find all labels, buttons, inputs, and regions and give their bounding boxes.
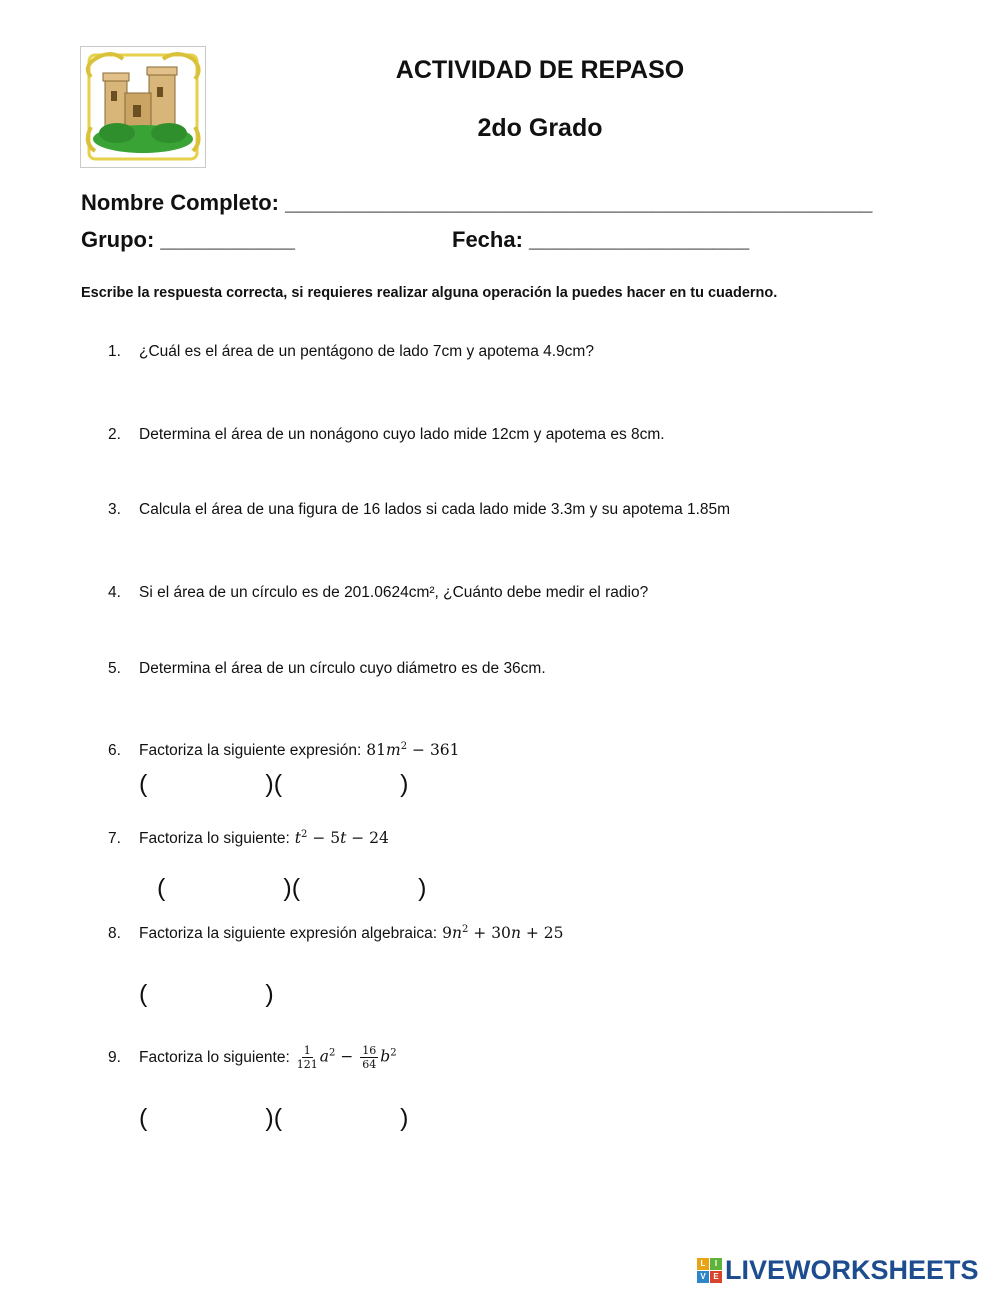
question-text: Factoriza la siguiente expresión algebraica:	[139, 925, 438, 943]
question-text: Calcula el área de una figura de 16 lados si cada lado mide 3.3m y su apotema 1.85m	[139, 501, 731, 518]
brand-text: LIVEWORKSHEETS	[725, 1255, 979, 1285]
grade-subtitle: 2do Grado	[477, 114, 603, 142]
question-number: 3.	[108, 501, 121, 518]
expression: $81m^2 - 361$	[366, 741, 460, 760]
question-5	[108, 660, 546, 678]
expression: $\frac{1}{121}$ $a^2$ − $\frac{16}{64}$ $b^2$	[296, 1044, 397, 1071]
instructions: Escribe la respuesta correcta, si requieres realizar alguna operación la puedes hacer en tu cuaderno.	[81, 285, 778, 301]
answer-blank-9[interactable]: ( )( )	[139, 1104, 409, 1132]
liveworksheets-brand	[697, 1255, 979, 1286]
question-text: Si el área de un círculo es de 201.0624cm², ¿Cuánto debe medir el radio?	[139, 584, 649, 601]
question-number: 4.	[108, 584, 121, 601]
brand-block: I	[710, 1258, 722, 1270]
date-field[interactable]: Fecha: __________________	[452, 227, 750, 252]
school-logo	[80, 46, 206, 168]
question-number: 6.	[108, 742, 121, 760]
question-number: 1.	[108, 343, 121, 360]
group-field[interactable]: Grupo: ___________	[81, 227, 296, 252]
brand-logo-icon	[697, 1258, 722, 1283]
question-text: ¿Cuál es el área de un pentágono de lado 7cm y apotema 4.9cm?	[139, 343, 594, 360]
question-8	[108, 924, 564, 943]
question-text: Factoriza lo siguiente:	[139, 1048, 290, 1066]
answer-blank-7[interactable]: ( )( )	[157, 874, 427, 902]
question-number: 9.	[108, 1048, 121, 1066]
brand-block: L	[697, 1258, 709, 1270]
question-text: Factoriza lo siguiente:	[139, 830, 290, 848]
question-2	[108, 426, 665, 444]
expression: $9n^2 + 30n + 25$	[442, 924, 564, 943]
question-4	[108, 584, 648, 602]
question-3	[108, 501, 730, 519]
expression: $t^2 - 5t - 24$	[294, 829, 389, 848]
question-9	[108, 1044, 397, 1071]
brand-block: V	[697, 1271, 709, 1283]
answer-blank-6[interactable]: ( )( )	[139, 770, 409, 798]
answer-blank-8[interactable]: ( )	[139, 980, 274, 1008]
question-number: 8.	[108, 925, 121, 943]
question-text: Determina el área de un nonágono cuyo lado mide 12cm y apotema es 8cm.	[139, 426, 665, 443]
question-text: Factoriza la siguiente expresión:	[139, 742, 362, 760]
question-number: 2.	[108, 426, 121, 443]
full-name-field[interactable]: Nombre Completo: ________________________________________________	[81, 190, 873, 215]
question-number: 7.	[108, 830, 121, 848]
brand-block: E	[710, 1271, 722, 1283]
question-text: Determina el área de un círculo cuyo diámetro es de 36cm.	[139, 660, 546, 677]
question-1	[108, 343, 594, 361]
question-7	[108, 829, 389, 848]
page-title: ACTIVIDAD DE REPASO	[395, 56, 685, 84]
question-number: 5.	[108, 660, 121, 677]
question-6	[108, 741, 460, 760]
